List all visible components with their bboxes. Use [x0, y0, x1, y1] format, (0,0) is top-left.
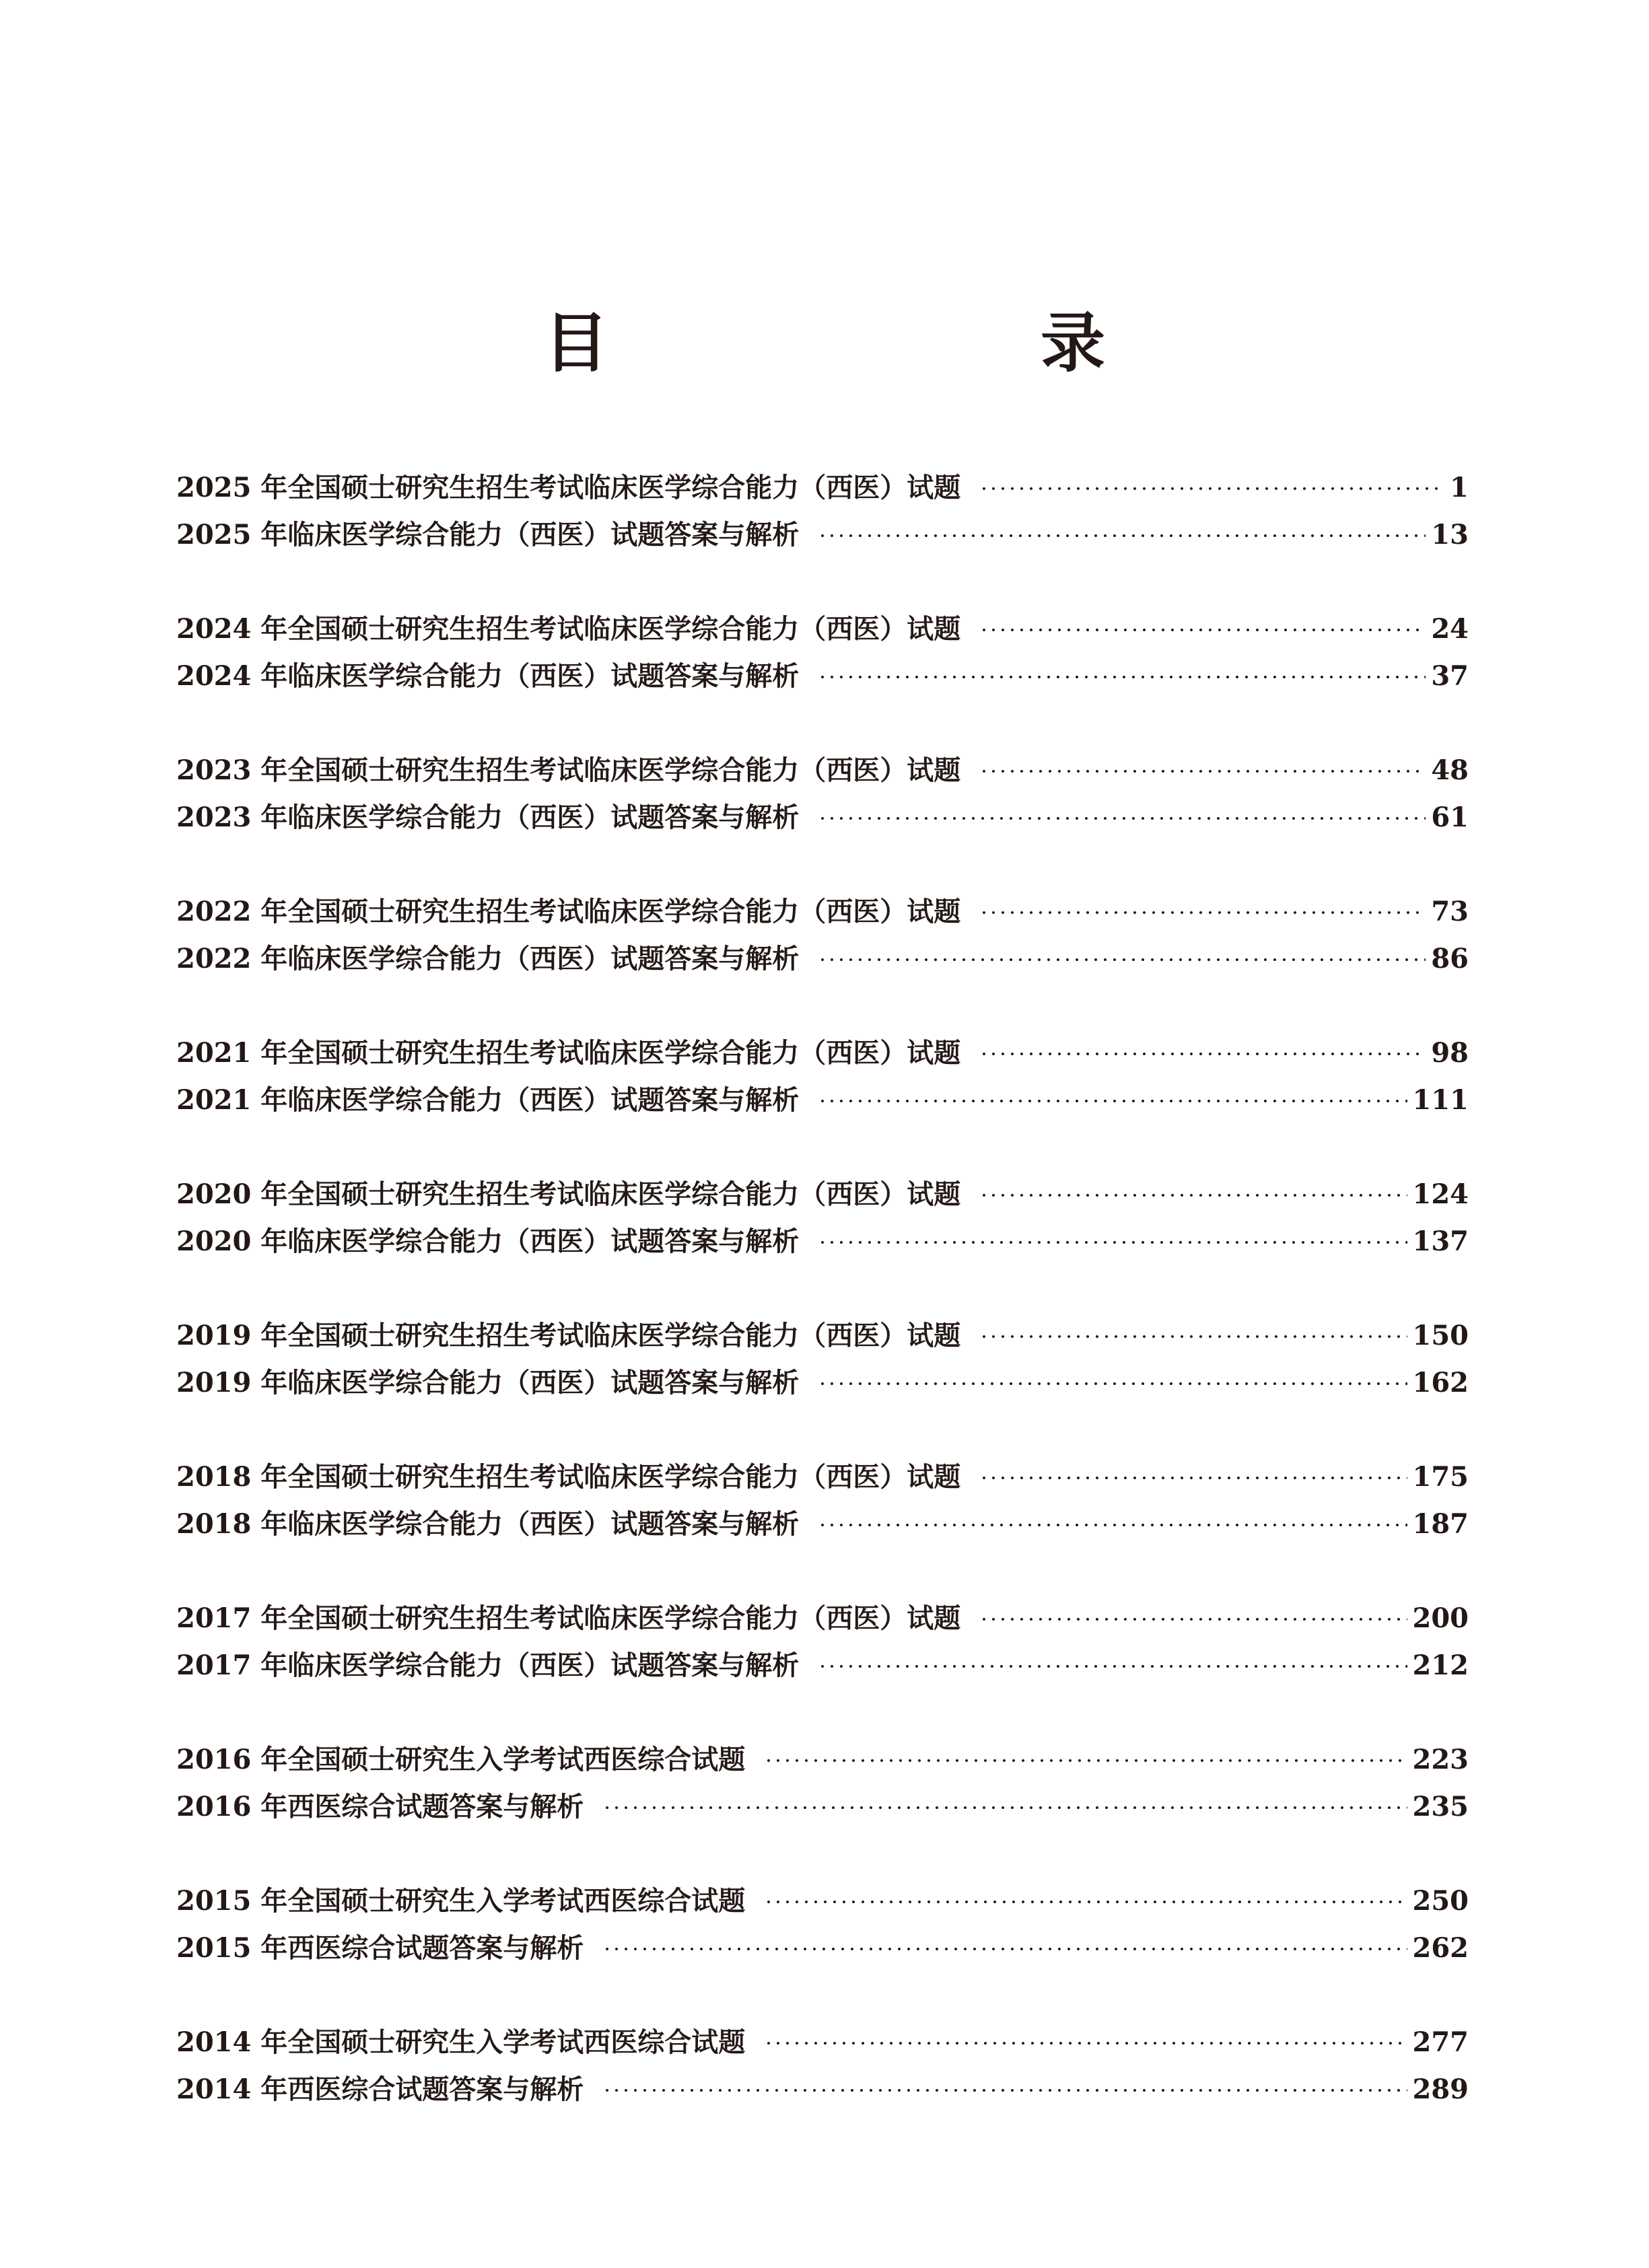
- toc-entry[interactable]: [176, 794, 1469, 841]
- dot-leader: [602, 1806, 1407, 1809]
- toc-entry-page-number: 98: [1431, 1037, 1469, 1069]
- toc-entry-title: 2025 年全国硕士研究生招生考试临床医学综合能力（西医）试题: [176, 472, 961, 503]
- toc-entry-page-number: 61: [1431, 802, 1469, 833]
- dot-leader: [979, 1194, 1407, 1197]
- toc-entry-page-number: 262: [1412, 1932, 1469, 1964]
- toc-entry[interactable]: [176, 1642, 1469, 1689]
- toc-entry-title: 2025 年临床医学综合能力（西医）试题答案与解析: [176, 519, 800, 551]
- toc-entry-title: 2015 年全国硕士研究生入学考试西医综合试题: [176, 1885, 746, 1917]
- toc-entry[interactable]: [176, 888, 1469, 935]
- dot-leader: [602, 2089, 1407, 2092]
- toc-entry-page-number: 124: [1412, 1178, 1469, 1210]
- toc-entry[interactable]: [176, 2066, 1469, 2113]
- toc-entry-title: 2016 年全国硕士研究生入学考试西医综合试题: [176, 1744, 746, 1775]
- dot-leader: [818, 1524, 1407, 1526]
- dot-leader: [764, 1901, 1407, 1903]
- toc-entry-page-number: 86: [1431, 943, 1469, 974]
- dot-leader: [979, 629, 1426, 631]
- toc-entry[interactable]: [176, 1878, 1469, 1925]
- toc-group: [176, 1736, 1469, 1831]
- toc-entry-page-number: 1: [1450, 472, 1469, 503]
- toc-entry-page-number: 250: [1412, 1885, 1469, 1917]
- toc-entry[interactable]: [176, 1595, 1469, 1642]
- toc-entry[interactable]: [176, 1925, 1469, 1972]
- toc-group: [176, 888, 1469, 983]
- toc-entry-title: 2021 年临床医学综合能力（西医）试题答案与解析: [176, 1084, 800, 1116]
- toc-entry-title: 2017 年全国硕士研究生招生考试临床医学综合能力（西医）试题: [176, 1602, 961, 1634]
- toc-entry[interactable]: [176, 1501, 1469, 1548]
- toc-entry[interactable]: [176, 653, 1469, 700]
- toc-entry-page-number: 111: [1412, 1084, 1469, 1116]
- dot-leader: [764, 1759, 1407, 1762]
- dot-leader: [979, 770, 1426, 773]
- page-title: 目 录: [544, 305, 1206, 381]
- toc-entry-title: 2017 年临床医学综合能力（西医）试题答案与解析: [176, 1650, 800, 1681]
- toc-entry-title: 2018 年全国硕士研究生招生考试临床医学综合能力（西医）试题: [176, 1461, 961, 1493]
- dot-leader: [818, 676, 1426, 678]
- toc-group: [176, 1171, 1469, 1265]
- toc-entry[interactable]: [176, 1171, 1469, 1218]
- toc-entry-page-number: 24: [1431, 613, 1469, 645]
- toc-group: [176, 606, 1469, 700]
- dot-leader: [979, 1618, 1407, 1621]
- toc-entry-page-number: 187: [1412, 1508, 1469, 1540]
- dot-leader: [818, 817, 1426, 820]
- toc-entry[interactable]: [176, 1736, 1469, 1783]
- dot-leader: [979, 487, 1444, 490]
- toc-entry-title: 2022 年全国硕士研究生招生考试临床医学综合能力（西医）试题: [176, 896, 961, 927]
- toc-entry-page-number: 175: [1412, 1461, 1469, 1493]
- toc-entry-title: 2014 年西医综合试题答案与解析: [176, 2074, 584, 2105]
- dot-leader: [979, 1335, 1407, 1338]
- toc-entry[interactable]: [176, 1312, 1469, 1359]
- toc-entry-title: 2021 年全国硕士研究生招生考试临床医学综合能力（西医）试题: [176, 1037, 961, 1069]
- toc-entry[interactable]: [176, 606, 1469, 653]
- toc-entry[interactable]: [176, 2019, 1469, 2066]
- toc-group: [176, 1030, 1469, 1124]
- toc-entry-title: 2020 年全国硕士研究生招生考试临床医学综合能力（西医）试题: [176, 1178, 961, 1210]
- toc-entry-title: 2015 年西医综合试题答案与解析: [176, 1932, 584, 1964]
- toc-entry-page-number: 212: [1412, 1650, 1469, 1681]
- toc-entry-page-number: 13: [1431, 519, 1469, 551]
- toc-entry-page-number: 277: [1412, 2026, 1469, 2058]
- dot-leader: [818, 958, 1426, 961]
- toc-entry[interactable]: [176, 1454, 1469, 1501]
- toc-entry[interactable]: [176, 464, 1469, 511]
- toc-entry[interactable]: [176, 1359, 1469, 1407]
- toc-entry[interactable]: [176, 935, 1469, 983]
- toc-group: [176, 1595, 1469, 1689]
- toc-entry-title: 2024 年全国硕士研究生招生考试临床医学综合能力（西医）试题: [176, 613, 961, 645]
- toc-entry-title: 2023 年全国硕士研究生招生考试临床医学综合能力（西医）试题: [176, 754, 961, 786]
- dot-leader: [979, 1477, 1407, 1479]
- toc-entry-title: 2016 年西医综合试题答案与解析: [176, 1791, 584, 1822]
- dot-leader: [818, 1241, 1407, 1244]
- toc-group: [176, 747, 1469, 841]
- toc-entry[interactable]: [176, 1783, 1469, 1831]
- toc-group: [176, 1454, 1469, 1548]
- toc-entry-title: 2024 年临床医学综合能力（西医）试题答案与解析: [176, 660, 800, 692]
- dot-leader: [818, 1382, 1407, 1385]
- toc-group: [176, 2019, 1469, 2113]
- toc-entry-title: 2019 年全国硕士研究生招生考试临床医学综合能力（西医）试题: [176, 1320, 961, 1351]
- toc-entry[interactable]: [176, 1030, 1469, 1077]
- toc-entry-page-number: 48: [1431, 754, 1469, 786]
- toc-entry-title: 2022 年临床医学综合能力（西医）试题答案与解析: [176, 943, 800, 974]
- dot-leader: [979, 911, 1426, 914]
- table-of-contents: [176, 464, 1469, 2160]
- toc-entry-title: 2014 年全国硕士研究生入学考试西医综合试题: [176, 2026, 746, 2058]
- toc-entry-page-number: 289: [1412, 2074, 1469, 2105]
- toc-entry-page-number: 150: [1412, 1320, 1469, 1351]
- toc-entry-title: 2019 年临床医学综合能力（西医）试题答案与解析: [176, 1367, 800, 1398]
- toc-entry-title: 2023 年临床医学综合能力（西医）试题答案与解析: [176, 802, 800, 833]
- toc-entry-page-number: 235: [1412, 1791, 1469, 1822]
- toc-entry-page-number: 162: [1412, 1367, 1469, 1398]
- toc-entry-title: 2020 年临床医学综合能力（西医）试题答案与解析: [176, 1226, 800, 1257]
- dot-leader: [818, 534, 1426, 537]
- toc-entry[interactable]: [176, 1077, 1469, 1124]
- toc-group: [176, 464, 1469, 559]
- toc-entry-page-number: 200: [1412, 1602, 1469, 1634]
- toc-entry-page-number: 73: [1431, 896, 1469, 927]
- dot-leader: [818, 1100, 1407, 1102]
- toc-entry-title: 2018 年临床医学综合能力（西医）试题答案与解析: [176, 1508, 800, 1540]
- dot-leader: [979, 1053, 1426, 1055]
- dot-leader: [764, 2042, 1407, 2045]
- toc-entry-page-number: 137: [1412, 1226, 1469, 1257]
- dot-leader: [818, 1665, 1407, 1668]
- dot-leader: [602, 1948, 1407, 1950]
- toc-group: [176, 1312, 1469, 1407]
- toc-entry[interactable]: [176, 747, 1469, 794]
- toc-entry[interactable]: [176, 511, 1469, 559]
- toc-entry-page-number: 37: [1431, 660, 1469, 692]
- toc-entry-page-number: 223: [1412, 1744, 1469, 1775]
- toc-entry[interactable]: [176, 1218, 1469, 1265]
- toc-group: [176, 1878, 1469, 1972]
